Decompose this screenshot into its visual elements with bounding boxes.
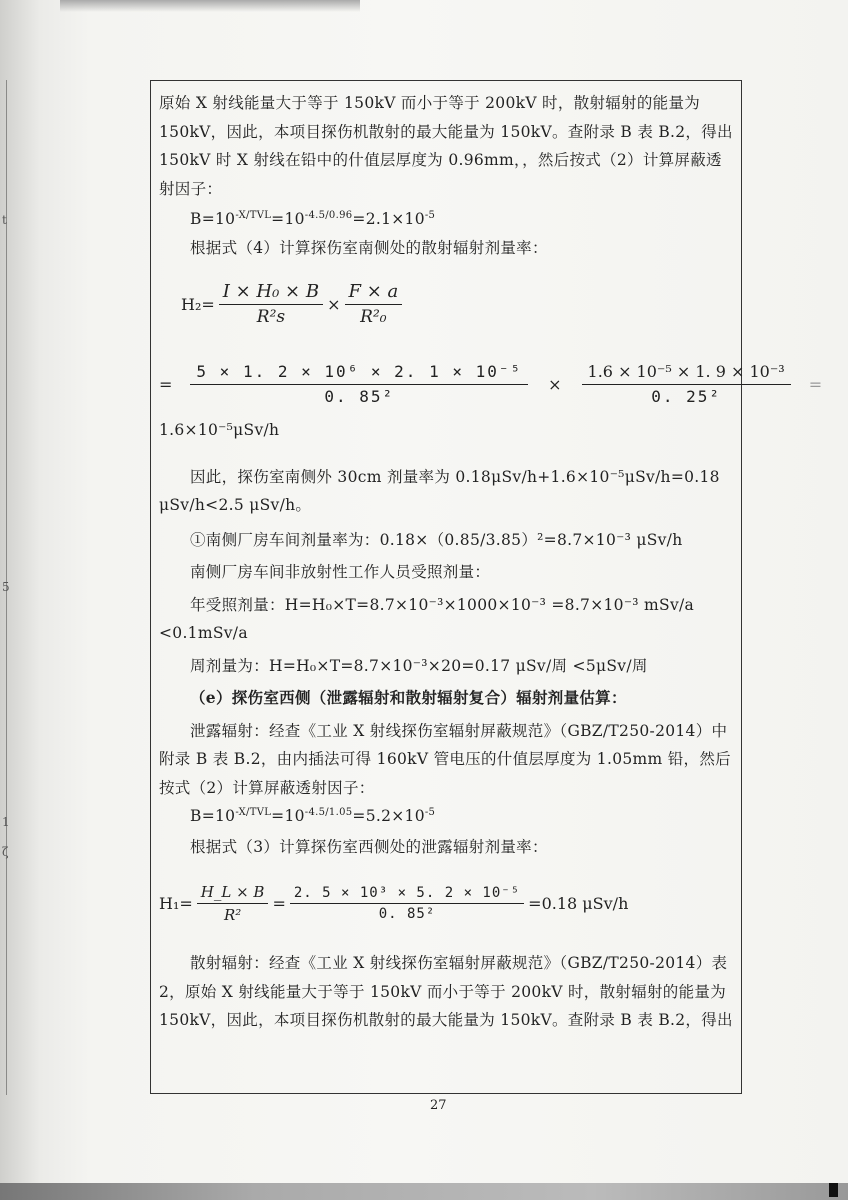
scan-bottom-edge (0, 1183, 848, 1200)
formula-h2: H₂= $\frac{\text{I × H₀ × B}}{\text{R²s}}$ × $\frac{F \times a}{\text{R²₀}}$ (159, 272, 733, 336)
margin-mark: 1 (2, 815, 10, 829)
section-heading-e: （e）探伤室西侧（泄露辐射和散射辐射复合）辐射剂量估算： (190, 688, 627, 707)
margin-mark: t (2, 213, 7, 227)
page-number: 27 (430, 1098, 447, 1113)
paragraph-south-result: 因此，探伤室南侧外 30cm 剂量率为 0.18μSv/h+1.6×10⁻⁵μSv/h=0.18 μSv/h<2.5 μSv/h。 (159, 467, 720, 514)
fraction: $\frac{F \times a}{\text{R²₀}}$ (345, 281, 403, 327)
formula-b2: $B=10^{-X/TVL}=10^{-4.5/1.05}=5.2\times 10^{-5}$ (190, 806, 436, 825)
formula-h2-calc: = $\frac{\text{5 × 1. 2 × 10⁶ × 2. 1 × 10⁻⁵}}{\text{0. 85²}}$ × $\frac{\text{1.6 × 10⁻⁵ × 1. 9 × 10⁻³}}{\text{0. 25²}}$ = (159, 362, 823, 406)
annual-dose: 年受照剂量：H=H₀×T=8.7×10⁻³×1000×10⁻³ =8.7×10⁻³ mSv/a <0.1mSv/a (159, 595, 695, 642)
fraction: $\frac{\text{1.6 × 10⁻⁵ × 1. 9 × 10⁻³}}{\text{0. 25²}}$ (582, 362, 791, 406)
paragraph-leakage: 泄露辐射：经查《工业 X 射线探伤室辐射屏蔽规范》（GBZ/T250-2014）中附录 B 表 B.2，由内插法可得 160kV 管电压的什值层厚度为 1.05mm 铅，然后按式（2）计算屏蔽透射因子： (159, 721, 731, 797)
h2-result: 1.6×10⁻⁵μSv/h (159, 421, 280, 439)
fraction: $\frac{\text{5 × 1. 2 × 10⁶ × 2. 1 × 10⁻⁵}}{\text{0. 85²}}$ (190, 362, 528, 406)
paragraph-scatter-energy: 原始 X 射线能量大于等于 150kV 而小于等于 200kV 时，散射辐射的能量为 150kV，因此，本项目探伤机散射的最大能量为 150kV。查附录 B 表 B.2，得出 150kV 时 X 射线在铅中的什值层厚度为 0.96mm，，然后按式（2）计算屏蔽透射因子： (159, 94, 733, 198)
scan-shadow (60, 0, 360, 12)
paragraph-scatter: 散射辐射：经查《工业 X 射线探伤室辐射屏蔽规范》（GBZ/T250-2014）表 2，原始 X 射线能量大于等于 150kV 而小于等于 200kV 时，散射辐射的能量为 150kV，因此，本项目探伤机散射的最大能量为 150kV。查附录 B 表 B.2，得出 (159, 954, 733, 1029)
margin-mark: ζ (2, 845, 9, 859)
paragraph-h2-intro: 根据式（4）计算探伤室南侧处的散射辐射剂量率： (190, 238, 548, 257)
fraction: $\frac{H\_L \times B}{\text{R²}}$ (197, 883, 269, 924)
formula-b1: $B=10^{-X/TVL}=10^{-4.5/0.96}=2.1\times 10^{-5}$ (190, 209, 436, 228)
workshop-personnel: 南侧厂房车间非放射性工作人员受照剂量： (190, 563, 491, 581)
formula-h1: H₁= $\frac{H\_L \times B}{\text{R²}}$ = $\frac{\text{2. 5 × 10³ × 5. 2 × 10⁻⁵}}{\text{0. 85²}}$ =0.18 μSv/h (159, 882, 629, 924)
margin-mark: 5 (2, 580, 10, 594)
workshop-rate: ①南侧厂房车间剂量率为：0.18×（0.85/3.85）²=8.7×10⁻³ μSv/h (190, 530, 683, 549)
content-frame (150, 80, 823, 1094)
scan-marker (829, 1183, 838, 1197)
weekly-dose: 周剂量为：H=H₀×T=8.7×10⁻³×20=0.17 μSv/周 <5μSv/周 (190, 656, 648, 675)
fraction: $\frac{\text{2. 5 × 10³ × 5. 2 × 10⁻⁵}}{\text{0. 85²}}$ (290, 885, 524, 922)
paragraph-h1-intro: 根据式（3）计算探伤室西侧处的泄露辐射剂量率： (190, 837, 548, 856)
fraction: $\frac{\text{I × H₀ × B}}{\text{R²s}}$ (219, 281, 323, 327)
